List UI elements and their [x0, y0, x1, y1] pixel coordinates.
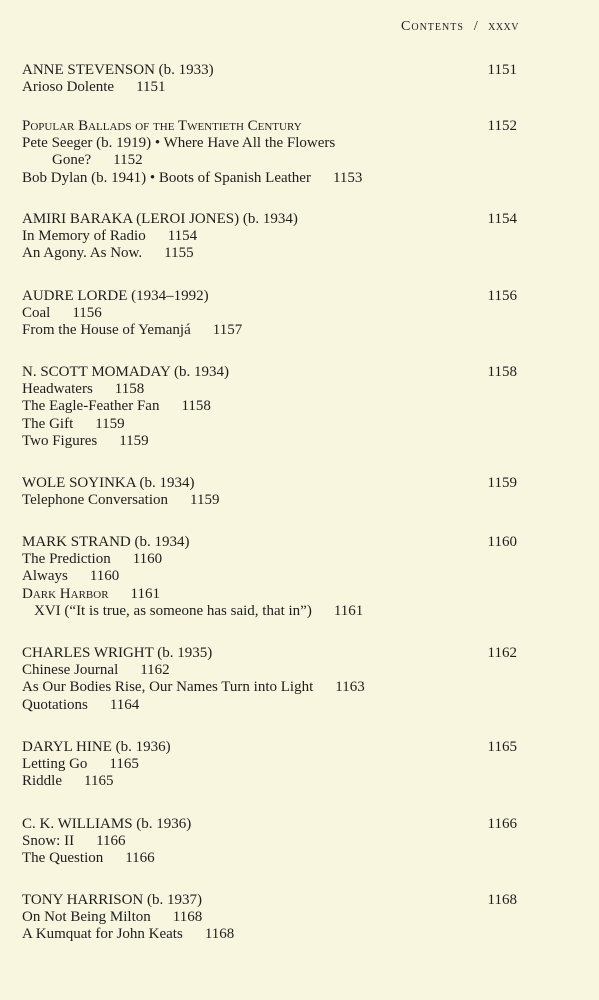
- running-head-separator: /: [473, 19, 479, 34]
- author-name: ANNE STEVENSON (b. 1933): [22, 62, 214, 78]
- author-heading: [22, 287, 517, 305]
- poem-page-number: 1166: [96, 833, 126, 849]
- poem-title: On Not Being Milton: [22, 909, 151, 925]
- contents-entry: [22, 738, 517, 791]
- poem-line: [22, 850, 517, 867]
- poem-line-subsection: [22, 603, 517, 620]
- poem-title: Coal: [22, 305, 51, 321]
- section-page-number: 1152: [487, 118, 517, 134]
- author-name: MARK STRAND (b. 1934): [22, 534, 190, 550]
- poem-line-continuation: [22, 152, 517, 169]
- poem-line: [22, 551, 517, 568]
- poem-title: In Memory of Radio: [22, 228, 146, 244]
- author-name: DARYL HINE (b. 1936): [22, 739, 171, 755]
- poem-title: Bob Dylan (b. 1941) • Boots of Spanish Leather: [22, 169, 311, 186]
- author-heading: [22, 644, 517, 662]
- poem-title: Two Figures: [22, 432, 98, 449]
- author-heading: [22, 891, 517, 909]
- poem-page-number: 1160: [89, 568, 120, 585]
- poem-line: [22, 305, 517, 322]
- contents-entry: [22, 474, 517, 509]
- poem-line: [22, 586, 517, 603]
- poem-page-number: 1160: [132, 551, 163, 567]
- poem-page-number: 1159: [95, 415, 125, 432]
- author-page-number: 1165: [487, 739, 517, 755]
- contents-entry: [22, 891, 517, 944]
- poem-title: From the House of Yemanjá: [22, 322, 191, 339]
- poem-line: [22, 398, 517, 415]
- author-heading: [22, 815, 517, 833]
- poem-page-number: 1165: [109, 756, 139, 772]
- author-heading: [22, 738, 517, 756]
- poem-page-number: 1158: [181, 398, 211, 415]
- poem-line: [22, 492, 517, 509]
- poem-page-number: 1159: [119, 432, 149, 449]
- poem-line: [22, 135, 517, 152]
- poem-page-number: 1155: [164, 245, 194, 262]
- author-page-number: 1168: [487, 892, 517, 908]
- author-page-number: 1166: [487, 816, 517, 832]
- contents-entry: [22, 210, 517, 263]
- running-head-page-number: xxxv: [488, 19, 519, 34]
- author-name: N. SCOTT MOMADAY (b. 1934): [22, 364, 229, 380]
- section-heading: [22, 117, 517, 135]
- author-name: AMIRI BARAKA (LEROI JONES) (b. 1934): [22, 211, 298, 227]
- author-heading: [22, 210, 517, 228]
- author-name: C. K. WILLIAMS (b. 1936): [22, 816, 192, 832]
- author-name: WOLE SOYINKA (b. 1934): [22, 475, 195, 491]
- author-page-number: 1158: [487, 364, 517, 380]
- poem-line: [22, 679, 517, 696]
- author-page-number: 1159: [487, 475, 517, 491]
- poem-line: [22, 909, 517, 926]
- poem-page-number: 1164: [109, 696, 140, 713]
- poem-title: Arioso Dolente: [22, 79, 115, 95]
- poem-title: Letting Go: [22, 756, 88, 772]
- poem-line: [22, 79, 517, 96]
- poem-page-number: 1157: [212, 322, 243, 339]
- poem-page-number: 1159: [190, 492, 220, 508]
- poem-line: [22, 433, 517, 450]
- author-name: TONY HARRISON (b. 1937): [22, 892, 202, 908]
- author-page-number: 1156: [487, 288, 517, 304]
- poem-line: [22, 697, 517, 714]
- contents-entry: [22, 287, 517, 340]
- poem-title: Headwaters: [22, 381, 93, 397]
- poem-title: The Eagle-Feather Fan: [22, 398, 160, 415]
- poem-title: XVI (“It is true, as someone has said, that in”): [34, 602, 312, 619]
- poem-title: Pete Seeger (b. 1919) • Where Have All the Flowers: [22, 135, 336, 151]
- poem-page-number: 1151: [136, 79, 166, 95]
- poem-page-number: 1161: [130, 585, 160, 602]
- author-page-number: 1151: [487, 62, 517, 78]
- author-page-number: 1154: [487, 211, 517, 227]
- running-head-label: Contents: [401, 19, 464, 34]
- poem-page-number: 1168: [204, 926, 235, 943]
- contents-entry: [22, 117, 517, 187]
- poem-page-number: 1166: [125, 850, 155, 867]
- poem-title: Telephone Conversation: [22, 492, 168, 508]
- poem-title: The Prediction: [22, 551, 111, 567]
- poem-page-number: 1161: [333, 602, 364, 619]
- poem-line: [22, 756, 517, 773]
- poem-line: [22, 662, 517, 679]
- poem-line: [22, 228, 517, 245]
- author-heading: [22, 363, 517, 381]
- poem-line: [22, 381, 517, 398]
- author-name: CHARLES WRIGHT (b. 1935): [22, 645, 213, 661]
- poem-title: The Gift: [22, 415, 74, 432]
- poem-page-number: 1165: [84, 773, 114, 790]
- contents-entry: [22, 61, 517, 96]
- poem-page-number: 1156: [72, 305, 102, 321]
- poem-title: An Agony. As Now.: [22, 245, 143, 262]
- poem-line: [22, 170, 517, 187]
- poem-title: Chinese Journal: [22, 662, 119, 678]
- poem-title: Riddle: [22, 773, 62, 790]
- poem-page-number: 1152: [113, 152, 143, 169]
- poem-title: A Kumquat for John Keats: [22, 926, 183, 943]
- poem-title: As Our Bodies Rise, Our Names Turn into Light: [22, 679, 314, 696]
- running-head: [401, 19, 519, 35]
- poem-title: Gone?: [52, 152, 92, 169]
- sequence-title: Dark Harbor: [22, 585, 109, 602]
- poem-page-number: 1168: [172, 909, 203, 925]
- poem-title: Always: [22, 568, 68, 585]
- poem-line: [22, 833, 517, 850]
- poem-page-number: 1163: [335, 679, 365, 696]
- author-page-number: 1160: [487, 534, 517, 550]
- poem-title: The Question: [22, 850, 104, 867]
- author-page-number: 1162: [487, 645, 517, 661]
- contents-entry: [22, 815, 517, 868]
- poem-title: Snow: II: [22, 833, 75, 849]
- poem-title: Quotations: [22, 696, 88, 713]
- author-heading: [22, 474, 517, 492]
- section-title: Popular Ballads of the Twentieth Century: [22, 118, 302, 134]
- author-heading: [22, 61, 517, 79]
- poem-line: [22, 773, 517, 790]
- poem-line: [22, 245, 517, 262]
- poem-page-number: 1154: [167, 228, 198, 244]
- poem-line: [22, 416, 517, 433]
- poem-page-number: 1162: [140, 662, 170, 678]
- contents-entry: [22, 363, 517, 450]
- author-heading: [22, 533, 517, 551]
- poem-page-number: 1158: [114, 381, 145, 397]
- contents-entry: [22, 533, 517, 620]
- author-name: AUDRE LORDE (1934–1992): [22, 288, 209, 304]
- poem-page-number: 1153: [332, 169, 363, 186]
- poem-line: [22, 322, 517, 339]
- poem-line: [22, 568, 517, 585]
- poem-line: [22, 926, 517, 943]
- contents-entry: [22, 644, 517, 714]
